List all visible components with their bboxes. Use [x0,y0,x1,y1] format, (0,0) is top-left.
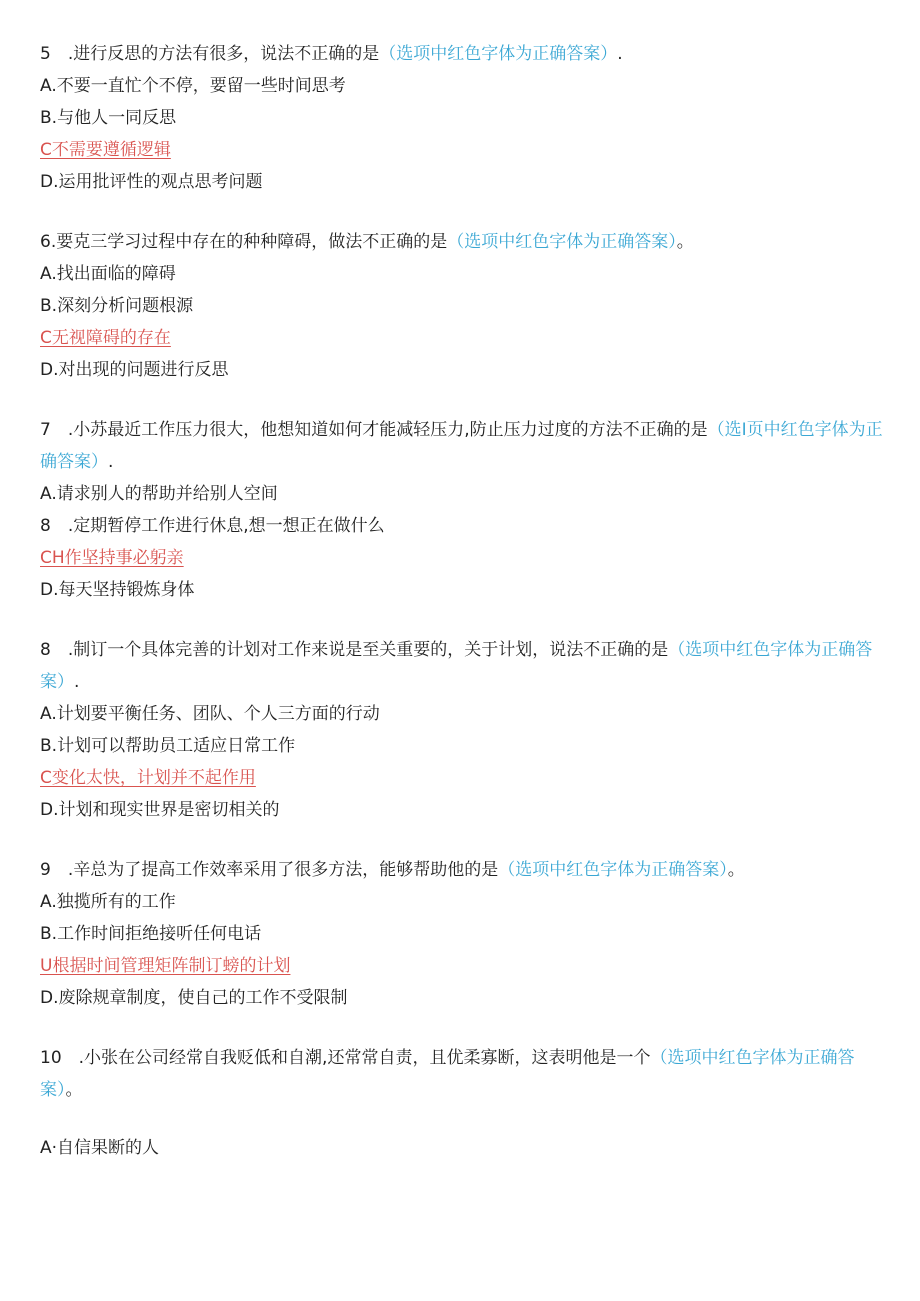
question-stem [40,38,885,70]
option-c-correct: C不需要遵循逻辑 [40,140,171,160]
option-b: B.工作时间拒绝接听任何电话 [40,924,262,944]
stem-text: 7 .小苏最近工作压力很大，他想知道如何才能减轻压力,防止压力过度的方法不正确的是 [40,420,708,440]
option-c-correct: C变化太快，计划并不起作用 [40,768,256,788]
option-b: B.计划可以帮助员工适应日常工作 [40,736,296,756]
option-c-correct: U根据时间管理矩阵制订螃的计划 [40,956,291,976]
option-c-correct: CH作坚持事必躬亲 [40,548,184,568]
option-a: A.独揽所有的工作 [40,892,176,912]
option-a: A.不要一直忙个不停，要留一些时间思考 [40,76,346,96]
stem-tail: 。 [676,232,694,252]
option-b: 8 .定期暂停工作进行休息,想一想正在做什么 [40,516,385,536]
option-a: A.请求别人的帮助并给别人空间 [40,484,278,504]
question-10 [40,1042,885,1164]
option-d: D.对出现的问题进行反思 [40,360,229,380]
answer-hint: （选I页中红色字体为正确答案） [40,420,883,472]
document-page [40,38,885,1192]
stem-text: 10 .小张在公司经常自我贬低和自潮,还常常自责，且优柔寡断，这表明他是一个 [40,1048,651,1068]
stem-text: 9 .辛总为了提高工作效率采用了很多方法，能够帮助他的是 [40,860,499,880]
question-8 [40,634,885,826]
answer-hint: （选项中红色字体为正确答案） [447,232,677,252]
option-d: D.每天坚持锻炼身体 [40,580,195,600]
question-6 [40,226,885,386]
answer-hint: （选项中红色字体为正确答案） [40,640,873,692]
question-9 [40,854,885,1014]
option-d: D.运用批评性的观点思考问题 [40,172,263,192]
stem-tail: . [617,44,623,64]
stem-text: 8 .制订一个具体完善的计划对工作来说是至关重要的，关于计划，说法不正确的是 [40,640,669,660]
stem-tail: 。 [65,1080,83,1100]
stem-text: 6.要克三学习过程中存在的种种障碍，做法不正确的是 [40,232,448,252]
option-b: B.与他人一同反思 [40,108,177,128]
option-a: A·自信果断的人 [40,1138,160,1158]
stem-tail: . [74,672,80,692]
option-d: D.计划和现实世界是密切相关的 [40,800,280,820]
answer-hint: （选项中红色字体为正确答案） [498,860,728,880]
question-stem [40,634,885,698]
question-stem [40,854,885,886]
stem-tail: . [108,452,114,472]
question-stem [40,1042,885,1106]
question-stem [40,414,885,478]
option-d: D.废除规章制度，使自己的工作不受限制 [40,988,348,1008]
answer-hint: （选项中红色字体为正确答案） [40,1048,855,1100]
stem-text: 5 .进行反思的方法有很多，说法不正确的是 [40,44,380,64]
option-a: A.计划要平衡任务、团队、个人三方面的行动 [40,704,380,724]
question-7 [40,414,885,606]
option-b: B.深刻分析问题根源 [40,296,194,316]
option-c-correct: C无视障碍的存在 [40,328,171,348]
question-5 [40,38,885,198]
stem-tail: 。 [727,860,745,880]
question-stem [40,226,885,258]
option-a: A.找出面临的障碍 [40,264,176,284]
answer-hint: （选项中红色字体为正确答案） [379,44,618,64]
